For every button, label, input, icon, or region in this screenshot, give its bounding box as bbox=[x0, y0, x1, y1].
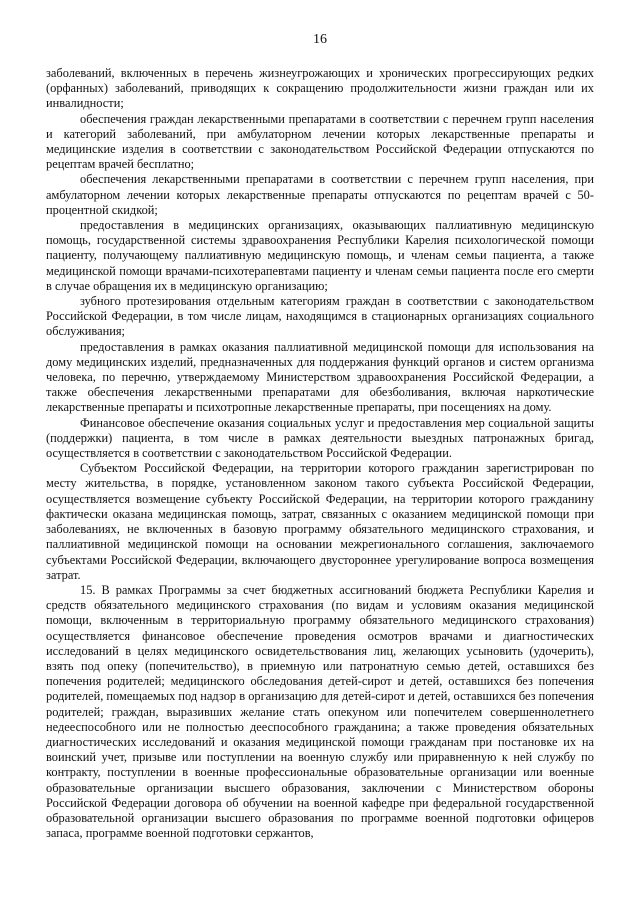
paragraph: Финансовое обеспечение оказания социальных услуг и предоставления мер социальной защиты (поддержки) пациента, в том числе в рамках деятельности выездных патронажных бригад, осуществляется в соответствии с законодательством Российской Федерации. bbox=[46, 415, 594, 461]
paragraph: обеспечения лекарственными препаратами в соответствии с перечнем групп населения, при амбулаторном лечении которых лекарственные препараты отпускаются по рецептам врачей с 50-процентной скидкой; bbox=[46, 172, 594, 217]
paragraph: заболеваний, включенных в перечень жизнеугрожающих и хронических прогрессирующих редких (орфанных) заболеваний, приводящих к сокращению продолжительности жизни граждан или их инвалидности; bbox=[46, 66, 594, 111]
page-number: 16 bbox=[313, 32, 327, 47]
paragraph: предоставления в рамках оказания паллиативной медицинской помощи для использования на дому медицинских изделий, предназначенных для поддержания функций органов и систем организма человека, по перечню, утверждаемому Министерством здравоохранения Российской Федерации, а также обеспечения лекарственными препаратами для обезболивания, включая наркотические лекарственные препараты и психотропные лекарственные препараты, при посещениях на дому. bbox=[46, 339, 594, 415]
paragraph: 15. В рамках Программы за счет бюджетных ассигнований бюджета Республики Карелия и средств обязательного медицинского страхования (по видам и условиям оказания медицинской помощи, включенным в территориальную программу обязательного медицинского страхования) осуществляется финансовое обеспечение проведения осмотров врачами и диагностических исследований в целях медицинского освидетельствования лиц, желающих усыновить (удочерить), взять под опеку (попечительство), в приемную или патронатную семью детей, оставшихся без попечения родителей; медицинского обследования детей-сирот и детей, оставшихся без попечения родителей, помещаемых под надзор в организацию для детей-сирот и детей, оставшихся без попечения родителей; граждан, выразивших желание стать опекуном или попечителем совершеннолетнего недееспособного или не полностью дееспособного гражданина; а также проведения обязательных диагностических исследований и оказания медицинской помощи гражданам при постановке их на воинский учет, призыве или поступлении на военную службу или приравненную к ней службу по контракту, поступлении в военные профессиональные образовательные организации или военные образовательные организации высшего образования, заключении с Министерством обороны Российской Федерации договора об обучении на военной кафедре при федеральной государственной образовательной организации высшего образования по программе военной подготовки офицеров запаса, программе военной подготовки сержантов, bbox=[46, 582, 594, 841]
paragraph: предоставления в медицинских организациях, оказывающих паллиативную медицинскую помощь, государственной системы здравоохранения Республики Карелия психологической помощи пациенту, получающему паллиативную медицинскую помощь, и членам семьи пациента, а также медицинской помощи врачами-психотерапевтами пациенту и членам семьи пациента после его смерти в случае обращения их в медицинскую организацию; bbox=[46, 218, 594, 293]
document-body bbox=[46, 66, 594, 841]
paragraph: Субъектом Российской Федерации, на территории которого гражданин зарегистрирован по месту жительства, в порядке, установленном законом такого субъекта Российской Федерации, осуществляется возмещение субъекту Российской Федерации, на территории которого гражданину фактически оказана медицинская помощь, затрат, связанных с оказанием медицинской помощи при заболеваниях, не включенных в базовую программу обязательного медицинского страхования, и паллиативной медицинской помощи на основании межрегионального соглашения, заключаемого субъектами Российской Федерации, включающего двустороннее урегулирование вопроса возмещения затрат. bbox=[46, 461, 594, 582]
paragraph: зубного протезирования отдельным категориям граждан в соответствии с законодательством Российской Федерации, в том числе лицам, находящимся в стационарных организациях социального обслуживания; bbox=[46, 294, 594, 339]
paragraph: обеспечения граждан лекарственными препаратами в соответствии с перечнем групп населения и категорий заболеваний, при амбулаторном лечении которых лекарственные препараты и медицинские изделия в соответствии с законодательством Российской Федерации отпускаются по рецептам врачей бесплатно; bbox=[46, 111, 594, 172]
